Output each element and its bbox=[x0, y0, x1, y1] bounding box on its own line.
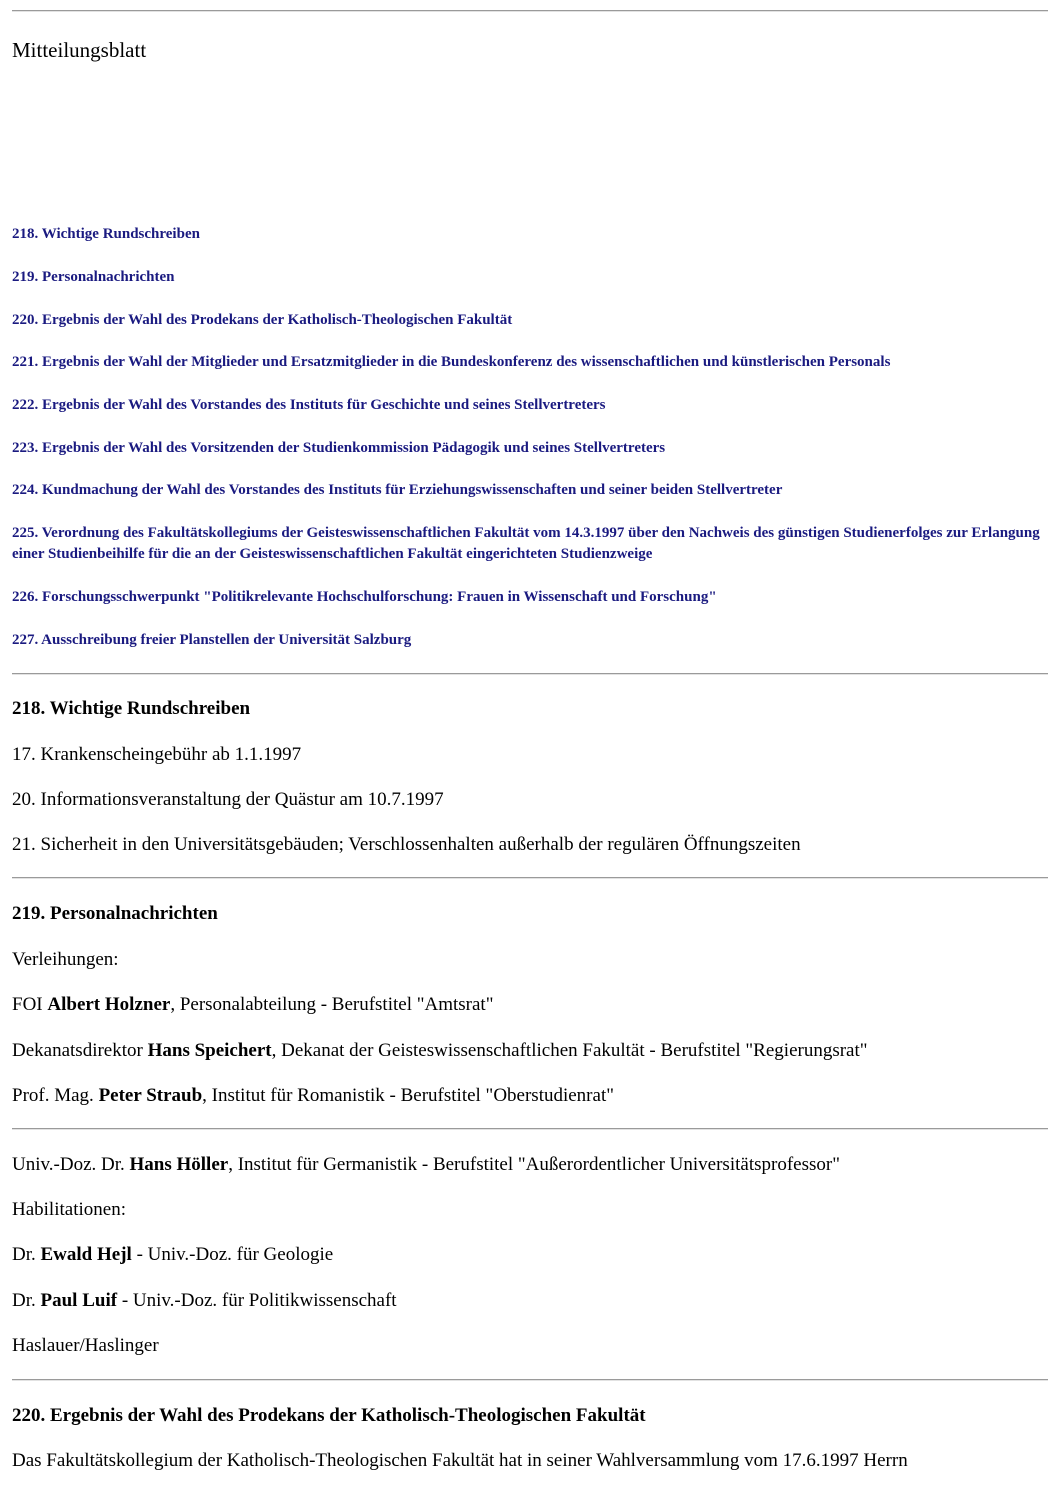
personnel-entry: Dekanatsdirektor Hans Speichert, Dekanat der Geisteswissenschaftlichen Fakultät - Berufstitel "Regierungsrat" bbox=[12, 1040, 868, 1061]
habilitationen-label: Habilitationen: bbox=[12, 1199, 126, 1220]
habilitation-entry: Dr. Ewald Hejl - Univ.-Doz. für Geologie bbox=[12, 1244, 334, 1265]
section-220-text: Das Fakultätskollegium der Katholisch-Theologischen Fakultät hat in seiner Wahlversammlung vom 17.6.1997 Herrn bbox=[12, 1450, 908, 1471]
top-divider bbox=[12, 10, 1048, 12]
signature: Haslauer/Haslinger bbox=[12, 1335, 159, 1356]
personnel-entry: Prof. Mag. Peter Straub, Institut für Romanistik - Berufstitel "Oberstudienrat" bbox=[12, 1085, 614, 1106]
toc-link-226[interactable]: 226. Forschungsschwerpunkt "Politikrelevante Hochschulforschung: Frauen in Wissenschaft und Forschung" bbox=[12, 589, 717, 605]
section-219-heading: 219. Personalnachrichten bbox=[12, 903, 218, 924]
toc-link-227[interactable]: 227. Ausschreibung freier Planstellen der Universität Salzburg bbox=[12, 632, 412, 648]
circular-item: 21. Sicherheit in den Universitätsgebäuden; Verschlossenhalten außerhalb der regulären Öffnungszeiten bbox=[12, 834, 801, 855]
section-218-heading: 218. Wichtige Rundschreiben bbox=[12, 698, 251, 719]
habilitation-entry: Dr. Paul Luif - Univ.-Doz. für Politikwissenschaft bbox=[12, 1290, 397, 1311]
section-divider bbox=[12, 673, 1048, 675]
circular-item: 17. Krankenscheingebühr ab 1.1.1997 bbox=[12, 744, 302, 765]
personnel-entry: FOI Albert Holzner, Personalabteilung - Berufstitel "Amtsrat" bbox=[12, 994, 494, 1015]
toc-link-225[interactable]: 225. Verordnung des Fakultätskollegiums der Geisteswissenschaftlichen Fakultät vom 14.3.1997 über den Nachweis des günstigen Studienerfolges zur Erlangung einer Studienbeihilfe für die an der Geisteswissenschaftlichen Fakultät eingerichteten Studienzweige bbox=[12, 525, 1040, 562]
toc-link-221[interactable]: 221. Ergebnis der Wahl der Mitglieder und Ersatzmitglieder in die Bundeskonferenz des wissenschaftlichen und künstlerischen Personals bbox=[12, 354, 891, 370]
circular-item: 20. Informationsveranstaltung der Quästur am 10.7.1997 bbox=[12, 789, 444, 810]
section-divider bbox=[12, 1379, 1048, 1381]
page-title: Mitteilungsblatt bbox=[12, 38, 147, 62]
section-divider bbox=[12, 877, 1048, 879]
section-220-heading: 220. Ergebnis der Wahl des Prodekans der Katholisch-Theologischen Fakultät bbox=[12, 1405, 646, 1426]
toc-link-220[interactable]: 220. Ergebnis der Wahl des Prodekans der Katholisch-Theologischen Fakultät bbox=[12, 312, 513, 328]
toc-link-219[interactable]: 219. Personalnachrichten bbox=[12, 269, 175, 285]
personnel-entry: Univ.-Doz. Dr. Hans Höller, Institut für Germanistik - Berufstitel "Außerordentlicher Universitätsprofessor" bbox=[12, 1154, 840, 1175]
toc-link-222[interactable]: 222. Ergebnis der Wahl des Vorstandes des Instituts für Geschichte und seines Stellvertreters bbox=[12, 397, 606, 413]
toc-link-223[interactable]: 223. Ergebnis der Wahl des Vorsitzenden der Studienkommission Pädagogik und seines Stellvertreters bbox=[12, 440, 666, 456]
section-divider bbox=[12, 1128, 1048, 1130]
toc-link-218[interactable]: 218. Wichtige Rundschreiben bbox=[12, 226, 200, 242]
verleihungen-label: Verleihungen: bbox=[12, 949, 119, 970]
toc-link-224[interactable]: 224. Kundmachung der Wahl des Vorstandes des Instituts für Erziehungswissenschaften und seiner beiden Stellvertreter bbox=[12, 482, 783, 498]
